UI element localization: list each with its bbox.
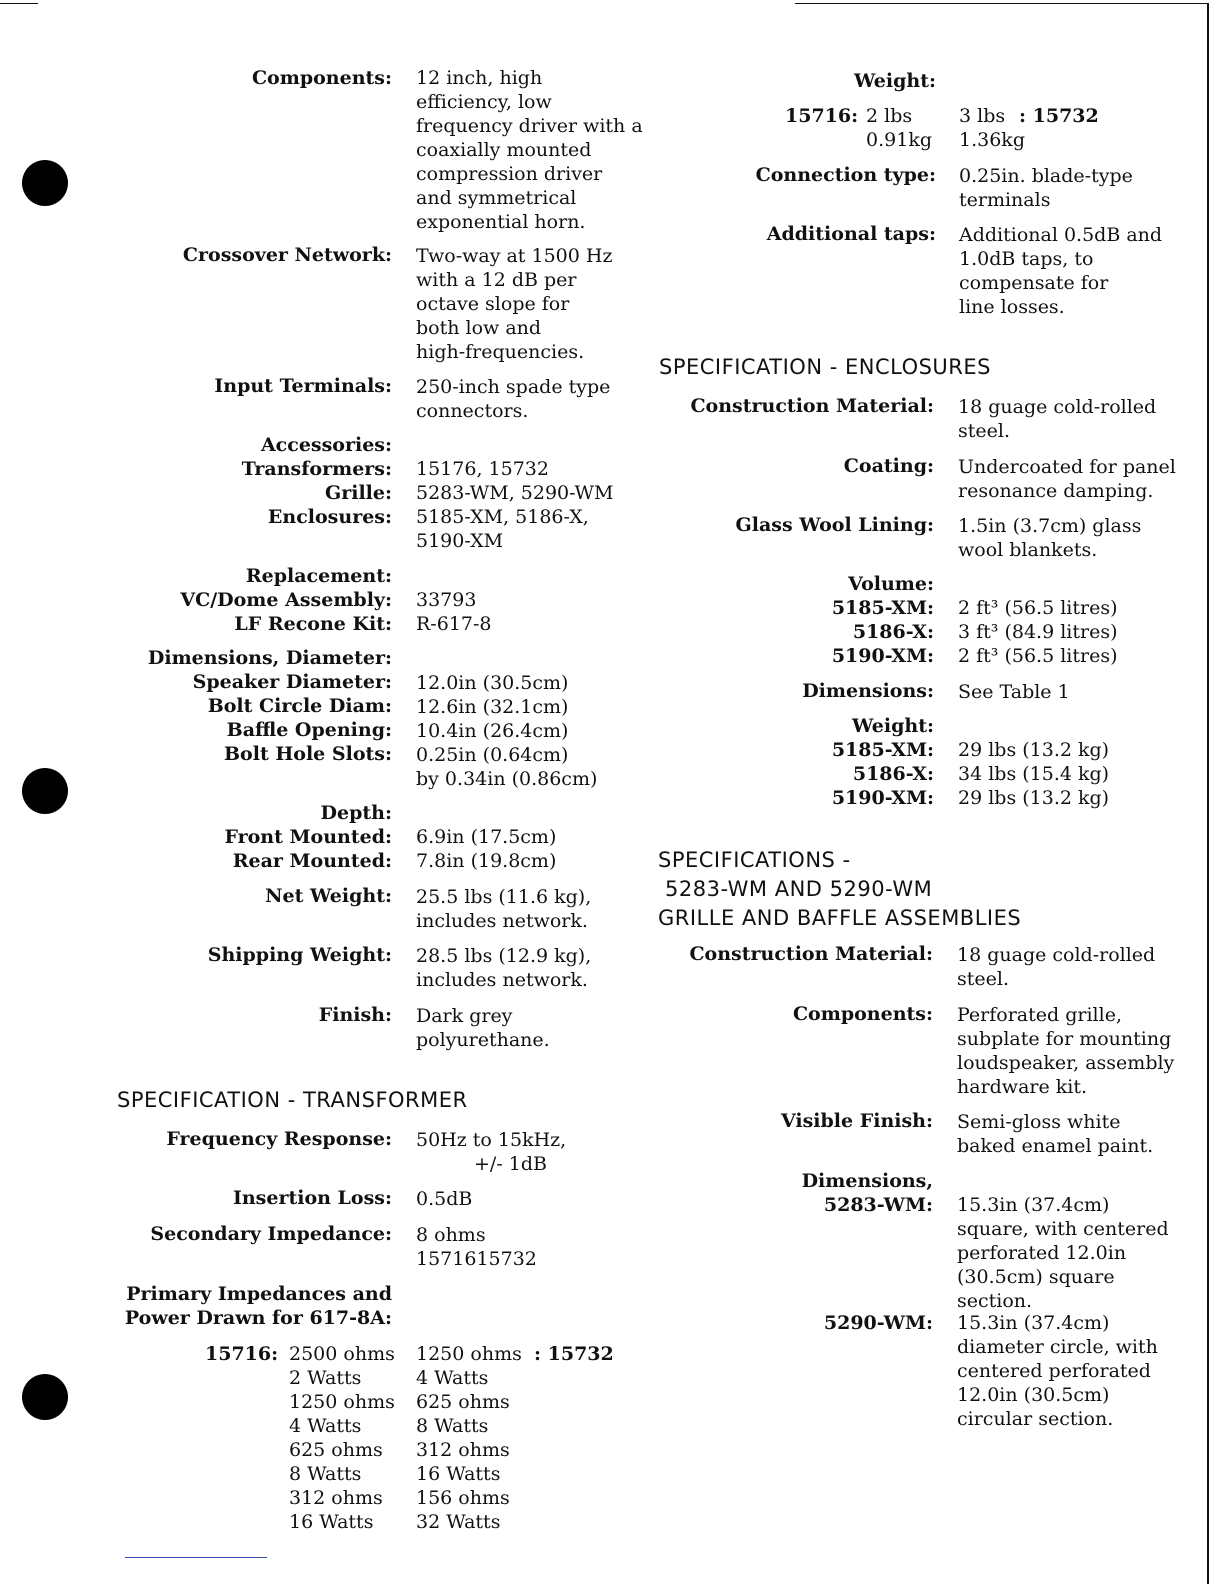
insertion-loss-label: Insertion Loss:	[232, 1187, 392, 1209]
connection-type-value: 0.25in. blade-type terminals	[959, 165, 1133, 211]
volume-values: 2 ft³ (56.5 litres) 3 ft³ (84.9 litres) 2 ft³ (56.5 litres)	[958, 597, 1118, 667]
grille-section-heading: SPECIFICATIONS - 5283-WM AND 5290-WM GRILLE AND BAFFLE ASSEMBLIES	[658, 848, 1022, 930]
grille-5290-label: 5290-WM:	[823, 1312, 933, 1334]
primary-impedance-labels: Primary Impedances and Power Drawn for 617-8A:	[124, 1283, 392, 1329]
net-weight-value: 25.5 lbs (11.6 kg), includes network.	[416, 886, 592, 932]
finish-label: Finish:	[318, 1004, 392, 1026]
shipping-weight-label: Shipping Weight:	[207, 944, 392, 966]
connection-type-label: Connection type:	[755, 164, 936, 186]
top-right-rule	[795, 3, 1209, 4]
grille-components-value: Perforated grille, subplate for mounting loudspeaker, assembly hardware kit.	[957, 1004, 1175, 1098]
primary-model-b: : 15732	[534, 1343, 614, 1365]
secondary-impedance-label: Secondary Impedance:	[150, 1223, 392, 1245]
accessories-labels: Accessories: Transformers: Grille: Enclosures:	[241, 434, 392, 528]
construction-material-label: Construction Material:	[690, 395, 934, 417]
finish-value: Dark grey polyurethane.	[416, 1005, 550, 1051]
additional-taps-value: Additional 0.5dB and 1.0dB taps, to compensate for line losses.	[959, 224, 1163, 318]
weight-label: Weight:	[854, 70, 936, 92]
frequency-response-value: 50Hz to 15kHz, +/- 1dB	[416, 1129, 567, 1175]
punch-hole-middle	[22, 768, 68, 814]
top-left-rule	[0, 3, 38, 4]
construction-material-value: 18 guage cold-rolled steel.	[958, 396, 1157, 442]
enclosure-weight-labels: Weight: 5185-XM: 5186-X: 5190-XM:	[831, 715, 934, 809]
punch-hole-bottom	[22, 1374, 68, 1420]
depth-values: 6.9in (17.5cm) 7.8in (19.8cm)	[416, 826, 557, 872]
replacement-values: 33793 R-617-8	[416, 589, 492, 635]
primary-model-a: 15716:	[205, 1343, 279, 1365]
grille-dimensions-labels: Dimensions, 5283-WM:	[801, 1170, 933, 1216]
grille-construction-label: Construction Material:	[689, 943, 933, 965]
dimensions-values: 12.0in (30.5cm) 12.6in (32.1cm) 10.4in (26.4cm) 0.25in (0.64cm) by 0.34in (0.86cm)	[416, 672, 598, 790]
insertion-loss-value: 0.5dB	[416, 1188, 473, 1210]
glass-wool-value: 1.5in (3.7cm) glass wool blankets.	[958, 515, 1142, 561]
primary-column-a: 2500 ohms 2 Watts 1250 ohms 4 Watts 625 ohms 8 Watts 312 ohms 16 Watts	[289, 1343, 395, 1533]
frequency-response-label: Frequency Response:	[166, 1128, 392, 1150]
grille-construction-value: 18 guage cold-rolled steel.	[957, 944, 1156, 990]
enclosure-dimensions-label: Dimensions:	[802, 680, 934, 702]
bottom-blue-rule	[125, 1557, 267, 1558]
additional-taps-label: Additional taps:	[766, 223, 936, 245]
grille-components-label: Components:	[792, 1003, 933, 1025]
shipping-weight-value: 28.5 lbs (12.9 kg), includes network.	[416, 945, 592, 991]
transformer-section-heading: SPECIFICATION - TRANSFORMER	[117, 1088, 468, 1112]
input-terminals-label: Input Terminals:	[214, 375, 392, 397]
visible-finish-value: Semi-gloss white baked enamel paint.	[957, 1111, 1154, 1157]
weight-model-b-values: 3 lbs 1.36kg	[959, 105, 1025, 151]
enclosure-dimensions-value: See Table 1	[958, 681, 1070, 703]
replacement-labels: Replacement: VC/Dome Assembly: LF Recone Kit:	[180, 565, 392, 635]
glass-wool-label: Glass Wool Lining:	[735, 514, 934, 536]
crossover-value: Two-way at 1500 Hz with a 12 dB per octave slope for both low and high-frequencies.	[416, 245, 613, 363]
right-edge-rule	[1207, 3, 1209, 1584]
weight-model-a: 15716:	[785, 105, 859, 127]
grille-5283-values: 15.3in (37.4cm) square, with centered perforated 12.0in (30.5cm) square section.	[957, 1194, 1169, 1312]
coating-label: Coating:	[843, 455, 934, 477]
secondary-impedance-value: 8 ohms 1571615732	[416, 1224, 537, 1270]
volume-labels: Volume: 5185-XM: 5186-X: 5190-XM:	[831, 573, 934, 667]
coating-value: Undercoated for panel resonance damping.	[958, 456, 1176, 502]
depth-labels: Depth: Front Mounted: Rear Mounted:	[224, 802, 392, 872]
enclosure-weight-values: 29 lbs (13.2 kg) 34 lbs (15.4 kg) 29 lbs (13.2 kg)	[958, 739, 1110, 809]
accessories-values: 15176, 15732 5283-WM, 5290-WM 5185-XM, 5186-X, 5190-XM	[416, 458, 614, 552]
net-weight-label: Net Weight:	[265, 885, 392, 907]
components-label: Components:	[251, 67, 392, 89]
weight-model-a-values: 2 lbs 0.91kg	[866, 105, 932, 151]
dimensions-labels: Dimensions, Diameter: Speaker Diameter: Bolt Circle Diam: Baffle Opening: Bolt Hole Slots:	[147, 647, 392, 765]
components-value: 12 inch, high efficiency, low frequency driver with a coaxially mounted compression driver and symmetrical exponential horn.	[416, 67, 643, 233]
weight-model-b: : 15732	[1019, 105, 1099, 127]
grille-5290-values: 15.3in (37.4cm) diameter circle, with centered perforated 12.0in (30.5cm) circular section.	[957, 1312, 1158, 1430]
punch-hole-top	[22, 160, 68, 206]
visible-finish-label: Visible Finish:	[780, 1110, 933, 1132]
primary-column-b: 1250 ohms 4 Watts 625 ohms 8 Watts 312 ohms 16 Watts 156 ohms 32 Watts	[416, 1343, 522, 1533]
input-terminals-value: 250-inch spade type connectors.	[416, 376, 611, 422]
crossover-label: Crossover Network:	[182, 244, 392, 266]
enclosures-section-heading: SPECIFICATION - ENCLOSURES	[659, 355, 991, 379]
